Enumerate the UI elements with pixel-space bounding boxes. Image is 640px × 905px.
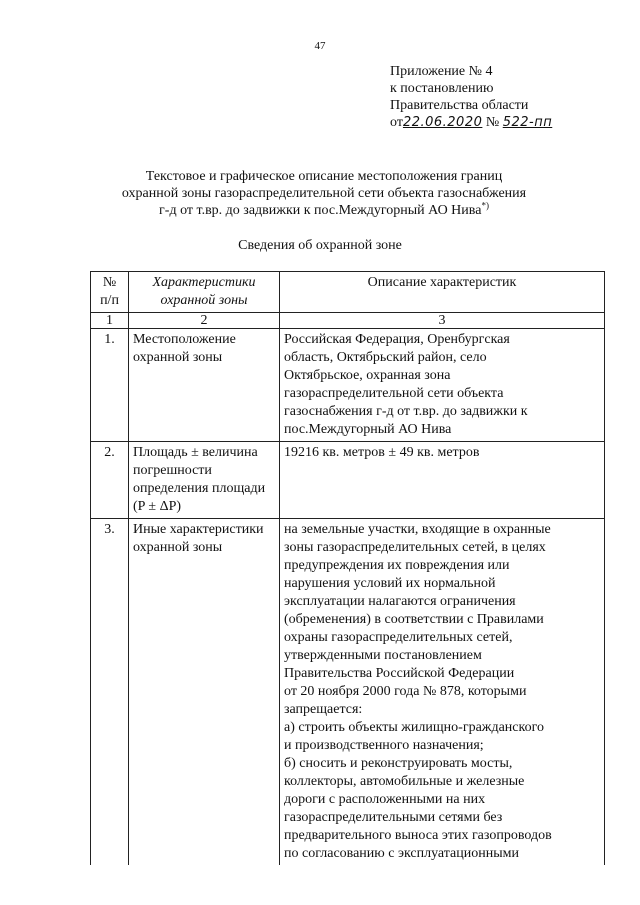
appendix-title: Приложение № 4 — [390, 64, 493, 79]
column-numbers-row — [91, 313, 605, 329]
row-1-description: Российская Федерация, Оренбургская область, Октябрьский район, село Октябрьское, охранная зона газораспределительной сети объекта газоснабжения г-д от т.вр. до задвижки к пос.Междугорный АО Нива — [280, 329, 605, 442]
appendix-date-line — [390, 114, 552, 131]
row-3-num: 3. — [91, 519, 129, 866]
row-3-characteristic: Иные характеристики охранной зоны — [129, 519, 280, 866]
appendix-government-line: Правительства области — [390, 98, 529, 113]
appendix-block — [390, 63, 552, 131]
row-3-description: на земельные участки, входящие в охранные зоны газораспределительных сетей, в целях предупреждения их повреждения или нарушения условий их нормальной эксплуатации налагаются ограничения (обременения) в соответствии с Правилами охраны газораспределительных сетей, утвержденными постановлением Правительства Российской Федерации от 20 ноября 2000 года № 878, которыми запрещается: а) строить объекты жилищно-гражданского и производственного назначения; б) сносить и реконструировать мосты, коллекторы, автомобильные и железные дороги с расположенными на них газораспределительными сетями без предварительного выноса этих газопроводов по согласованию с эксплуатационными — [280, 519, 605, 866]
zone-info-table — [90, 271, 605, 865]
date-prefix: от — [390, 115, 403, 130]
row-1-num: 1. — [91, 329, 129, 442]
column-number-2: 2 — [129, 313, 280, 329]
row-2-description: 19216 кв. метров ± 49 кв. метров — [280, 442, 605, 519]
number-prefix: № — [485, 115, 500, 130]
column-number-1: 1 — [91, 313, 129, 329]
appendix-resolution-line: к постановлению — [390, 81, 494, 96]
header-description: Описание характеристик — [280, 272, 605, 313]
handwritten-date: 22.06.2020 — [402, 115, 483, 130]
table-header-row — [91, 272, 605, 313]
table-row — [91, 329, 605, 442]
page-number: 47 — [314, 40, 326, 52]
header-num: № п/п — [91, 272, 129, 313]
handwritten-number: 522-пп — [502, 115, 553, 130]
row-1-characteristic: Местоположение охранной зоны — [129, 329, 280, 442]
title-line-2: охранной зоны газораспределительной сети объекта газоснабжения — [121, 186, 527, 201]
table-row — [91, 519, 605, 866]
title-line-3-text: г-д от т.вр. до задвижки к пос.Междугорный АО Нива — [159, 203, 482, 218]
row-2-characteristic: Площадь ± величина погрешности определения площади (P ± ΔP) — [129, 442, 280, 519]
row-2-num: 2. — [91, 442, 129, 519]
column-number-3: 3 — [280, 313, 605, 329]
footnote-mark: *) — [481, 200, 489, 211]
title-line-3 — [100, 202, 548, 219]
table-row — [91, 442, 605, 519]
title-line-1: Текстовое и графическое описание местоположения границ — [145, 169, 503, 184]
header-characteristic: Характеристики охранной зоны — [129, 272, 280, 313]
document-title — [100, 168, 548, 219]
section-title: Сведения об охранной зоне — [238, 238, 402, 253]
